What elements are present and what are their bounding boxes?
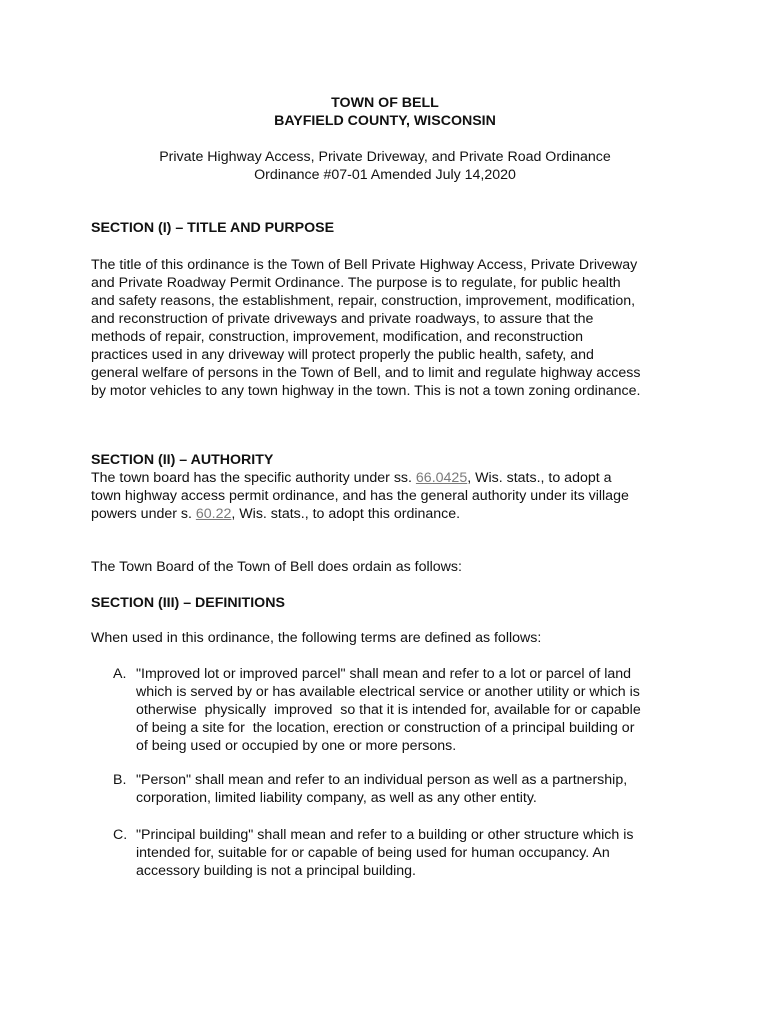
section-1-paragraph [91, 256, 640, 400]
list-marker: A. [113, 666, 127, 682]
definition-item [136, 771, 627, 807]
county-title: BAYFIELD COUNTY, WISCONSIN [274, 113, 496, 129]
definition-line: otherwise physically improved so that it is intended for, available for or capable [136, 702, 641, 718]
paragraph-line: and Private Roadway Permit Ordinance. The purpose is to regulate, for public health [91, 275, 621, 291]
text-segment: , Wis. stats., to adopt this ordinance. [231, 506, 461, 522]
definition-line: intended for, suitable for or capable of being used for human occupancy. An [136, 845, 610, 861]
ordinance-name: Private Highway Access, Private Driveway, and Private Road Ordinance [159, 149, 611, 165]
list-marker: C. [113, 827, 128, 843]
definition-line: of being used or occupied by one or more persons. [136, 738, 457, 754]
definition-item [136, 665, 641, 755]
paragraph-line: town highway access permit ordinance, and has the general authority under its village [91, 488, 629, 504]
paragraph-line: practices used in any driveway will protect properly the public health, safety, and [91, 347, 594, 363]
paragraph-line: and reconstruction of private driveways and private roadways, to assure that the [91, 311, 594, 327]
definitions-intro: When used in this ordinance, the following terms are defined as follows: [91, 630, 542, 646]
definition-line: "Improved lot or improved parcel" shall mean and refer to a lot or parcel of land [136, 666, 632, 682]
statute-66-0425-link[interactable]: 66.0425 [415, 470, 468, 486]
paragraph-line: The title of this ordinance is the Town of Bell Private Highway Access, Private Driveway [91, 257, 638, 273]
paragraph-line: by motor vehicles to any town highway in the town. This is not a town zoning ordinance. [91, 383, 641, 399]
paragraph-line: and safety reasons, the establishment, repair, construction, improvement, modification, [91, 293, 636, 309]
list-marker: B. [113, 772, 127, 788]
paragraph-line [91, 505, 629, 523]
town-title: TOWN OF BELL [331, 95, 439, 111]
section-1-heading: SECTION (I) – TITLE AND PURPOSE [91, 220, 335, 236]
text-segment: The town board has the specific authority under ss. [91, 470, 416, 486]
statute-60-22-link[interactable]: 60.22 [195, 506, 232, 522]
text-segment: powers under s. [91, 506, 196, 522]
ordinance-number: Ordinance #07-01 Amended July 14,2020 [254, 167, 516, 183]
paragraph-line: general welfare of persons in the Town of Bell, and to limit and regulate highway access [91, 365, 641, 381]
definition-item [136, 826, 633, 880]
definition-line: which is served by or has available electrical service or another utility or which is [136, 684, 640, 700]
definition-line: of being a site for the location, erection or construction of a principal building or [136, 720, 635, 736]
definition-line: "Person" shall mean and refer to an individual person as well as a partnership, [136, 772, 628, 788]
ordain-statement: The Town Board of the Town of Bell does ordain as follows: [91, 559, 462, 575]
text-segment: , Wis. stats., to adopt a [467, 470, 612, 486]
definition-line: accessory building is not a principal building. [136, 863, 416, 879]
paragraph-line: methods of repair, construction, improvement, modification, and reconstruction [91, 329, 584, 345]
definition-line: corporation, limited liability company, as well as any other entity. [136, 790, 537, 806]
paragraph-line [91, 469, 629, 487]
section-2-heading: SECTION (II) – AUTHORITY [91, 452, 274, 468]
section-2-paragraph [91, 469, 629, 523]
definition-line: "Principal building" shall mean and refer to a building or other structure which is [136, 827, 634, 843]
section-3-heading: SECTION (III) – DEFINITIONS [91, 595, 285, 611]
